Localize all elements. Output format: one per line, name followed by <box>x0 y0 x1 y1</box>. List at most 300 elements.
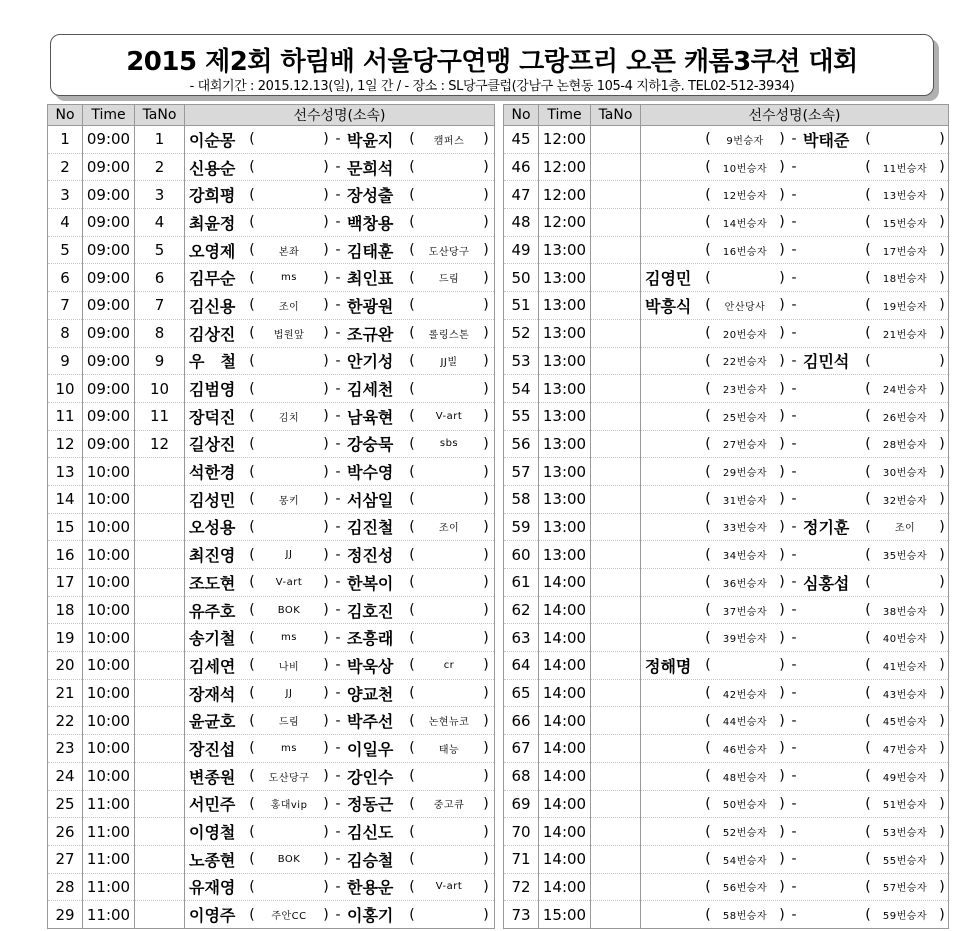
paren-open: ( <box>705 491 711 508</box>
paren-close: ) <box>323 159 329 176</box>
table-row <box>504 375 949 403</box>
versus-dash: - <box>791 629 797 646</box>
paren-close: ) <box>939 269 945 286</box>
cell-players <box>185 485 495 513</box>
paren-close: ) <box>483 906 489 923</box>
table-row <box>504 790 949 818</box>
player-1-name: 장재석 <box>189 684 236 704</box>
paren-close: ) <box>323 242 329 259</box>
cell-players <box>185 375 495 403</box>
versus-dash: - <box>335 629 341 646</box>
paren-open: ( <box>249 629 255 646</box>
player-2-name: 박윤지 <box>347 130 394 150</box>
paren-open: ( <box>865 712 871 729</box>
table-row <box>504 209 949 237</box>
cell-no: 12 <box>48 430 83 458</box>
cell-time: 09:00 <box>83 126 135 154</box>
table-row <box>504 236 949 264</box>
cell-time: 10:00 <box>83 541 135 569</box>
paren-open: ( <box>249 435 255 452</box>
cell-no: 4 <box>48 209 83 237</box>
versus-dash: - <box>335 380 341 397</box>
player-1-name: 김신용 <box>189 296 236 316</box>
table-row <box>48 762 495 790</box>
paren-close: ) <box>939 712 945 729</box>
player-1-name: 최진영 <box>189 546 236 566</box>
cell-no: 62 <box>504 596 539 624</box>
paren-open: ( <box>409 906 415 923</box>
cell-table-no: 9 <box>135 347 185 375</box>
paren-open: ( <box>249 242 255 259</box>
paren-close: ) <box>483 823 489 840</box>
cell-table-no <box>591 153 641 181</box>
cell-no: 61 <box>504 569 539 597</box>
cell-players <box>185 264 495 292</box>
cell-players <box>641 402 949 430</box>
player-1-club: 9번승자 <box>726 135 764 147</box>
cell-players <box>185 541 495 569</box>
versus-dash: - <box>791 435 797 452</box>
paren-open: ( <box>409 131 415 148</box>
cell-time: 13:00 <box>539 458 591 486</box>
paren-close: ) <box>779 408 785 425</box>
cell-table-no <box>135 485 185 513</box>
versus-dash: - <box>335 352 341 369</box>
cell-time: 13:00 <box>539 292 591 320</box>
player-2-name: 조규완 <box>347 324 394 344</box>
player-2-club: 17번승자 <box>882 246 928 258</box>
player-2-name: 한복이 <box>347 573 394 593</box>
player-1-club: 16번승자 <box>722 246 768 258</box>
player-1-name: 조도현 <box>189 573 236 593</box>
player-1-name: 장덕진 <box>189 407 236 427</box>
player-2-name: 박주선 <box>347 712 394 732</box>
cell-table-no <box>135 541 185 569</box>
paren-open: ( <box>409 159 415 176</box>
player-1-club: BOK <box>277 604 301 616</box>
cell-table-no <box>135 707 185 735</box>
player-1-name: 우 철 <box>189 352 236 372</box>
paren-close: ) <box>323 629 329 646</box>
paren-close: ) <box>323 131 329 148</box>
paren-close: ) <box>939 380 945 397</box>
cell-players <box>641 762 949 790</box>
cell-table-no: 6 <box>135 264 185 292</box>
player-2-name: 정기훈 <box>803 518 850 538</box>
cell-no: 69 <box>504 790 539 818</box>
table-row <box>504 873 949 901</box>
table-row <box>48 624 495 652</box>
paren-close: ) <box>779 269 785 286</box>
cell-table-no <box>591 264 641 292</box>
versus-dash: - <box>335 878 341 895</box>
cell-time: 14:00 <box>539 679 591 707</box>
column-header-tano: TaNo <box>135 105 185 126</box>
player-2-club: 13번승자 <box>882 191 928 203</box>
paren-open: ( <box>705 712 711 729</box>
player-1-club: 조이 <box>278 301 300 313</box>
cell-no: 2 <box>48 153 83 181</box>
paren-open: ( <box>705 768 711 785</box>
table-row <box>48 402 495 430</box>
player-2-name: 김민석 <box>803 352 850 372</box>
player-2-name: 백창용 <box>347 213 394 233</box>
player-2-name: 김진철 <box>347 518 394 538</box>
paren-open: ( <box>409 214 415 231</box>
versus-dash: - <box>791 574 797 591</box>
cell-table-no <box>135 458 185 486</box>
paren-close: ) <box>939 795 945 812</box>
paren-open: ( <box>249 851 255 868</box>
player-1-club: 도산당구 <box>268 772 310 784</box>
table-row <box>48 430 495 458</box>
paren-open: ( <box>409 795 415 812</box>
paren-open: ( <box>409 491 415 508</box>
cell-players <box>185 845 495 873</box>
player-2-name: 조흥래 <box>347 629 394 649</box>
versus-dash: - <box>791 795 797 812</box>
player-2-club: 21번승자 <box>882 329 928 341</box>
cell-table-no: 12 <box>135 430 185 458</box>
paren-open: ( <box>705 352 711 369</box>
column-header-time: Time <box>539 105 591 126</box>
paren-open: ( <box>409 325 415 342</box>
versus-dash: - <box>791 491 797 508</box>
cell-players <box>641 181 949 209</box>
paren-close: ) <box>939 768 945 785</box>
player-2-club: 조이 <box>438 523 460 535</box>
cell-no: 47 <box>504 181 539 209</box>
cell-table-no <box>591 652 641 680</box>
table-row <box>48 596 495 624</box>
cell-players <box>641 375 949 403</box>
player-1-club: ms <box>281 632 297 644</box>
paren-close: ) <box>483 851 489 868</box>
cell-time: 10:00 <box>83 652 135 680</box>
paren-close: ) <box>323 878 329 895</box>
paren-close: ) <box>939 546 945 563</box>
paren-close: ) <box>939 214 945 231</box>
paren-open: ( <box>705 546 711 563</box>
paren-open: ( <box>705 878 711 895</box>
versus-dash: - <box>335 408 341 425</box>
cell-table-no: 7 <box>135 292 185 320</box>
cell-players <box>641 430 949 458</box>
cell-players <box>641 818 949 846</box>
paren-open: ( <box>705 823 711 840</box>
paren-open: ( <box>409 269 415 286</box>
player-2-name: 김신도 <box>347 823 394 843</box>
player-1-club: 10번승자 <box>722 163 768 175</box>
cell-time: 14:00 <box>539 624 591 652</box>
paren-open: ( <box>409 408 415 425</box>
cell-time: 12:00 <box>539 126 591 154</box>
player-1-name: 석한경 <box>189 463 236 483</box>
cell-players <box>641 513 949 541</box>
paren-close: ) <box>483 685 489 702</box>
table-row <box>48 458 495 486</box>
player-1-name: 강희평 <box>189 186 236 206</box>
versus-dash: - <box>791 297 797 314</box>
paren-open: ( <box>705 131 711 148</box>
paren-open: ( <box>705 629 711 646</box>
paren-close: ) <box>779 186 785 203</box>
paren-close: ) <box>323 906 329 923</box>
paren-open: ( <box>409 851 415 868</box>
versus-dash: - <box>335 851 341 868</box>
cell-no: 58 <box>504 485 539 513</box>
table-row <box>504 845 949 873</box>
paren-open: ( <box>865 131 871 148</box>
player-2-club: 38번승자 <box>882 606 928 618</box>
table-row <box>504 596 949 624</box>
cell-no: 64 <box>504 652 539 680</box>
paren-close: ) <box>779 629 785 646</box>
paren-open: ( <box>249 269 255 286</box>
table-row <box>504 652 949 680</box>
paren-close: ) <box>323 352 329 369</box>
player-1-name: 윤균호 <box>189 712 236 732</box>
player-1-club: 20번승자 <box>722 329 768 341</box>
player-1-club: 나비 <box>278 661 300 673</box>
paren-open: ( <box>249 297 255 314</box>
player-2-club: 19번승자 <box>882 301 928 313</box>
paren-close: ) <box>939 574 945 591</box>
paren-open: ( <box>409 602 415 619</box>
player-1-club: 주안CC <box>271 911 307 923</box>
cell-time: 14:00 <box>539 762 591 790</box>
cell-players <box>185 652 495 680</box>
page-title: 2015 제2회 하림배 서울당구연맹 그랑프리 오픈 캐롬3쿠션 대회 <box>126 47 858 77</box>
paren-open: ( <box>249 795 255 812</box>
versus-dash: - <box>335 297 341 314</box>
cell-players <box>641 873 949 901</box>
paren-open: ( <box>705 380 711 397</box>
paren-open: ( <box>865 435 871 452</box>
paren-close: ) <box>779 851 785 868</box>
cell-players <box>641 707 949 735</box>
cell-table-no: 5 <box>135 236 185 264</box>
player-1-name: 길상진 <box>189 435 236 455</box>
paren-open: ( <box>409 878 415 895</box>
versus-dash: - <box>335 518 341 535</box>
paren-close: ) <box>939 851 945 868</box>
cell-time: 13:00 <box>539 541 591 569</box>
table-row <box>504 707 949 735</box>
versus-dash: - <box>335 325 341 342</box>
paren-open: ( <box>705 269 711 286</box>
player-1-name: 노종현 <box>189 850 236 870</box>
cell-players <box>641 845 949 873</box>
table-row <box>48 735 495 763</box>
paren-open: ( <box>865 878 871 895</box>
column-header-players: 선수성명(소속) <box>185 105 495 126</box>
paren-close: ) <box>323 491 329 508</box>
cell-players <box>641 153 949 181</box>
table-row <box>48 873 495 901</box>
cell-players <box>641 126 949 154</box>
cell-time: 09:00 <box>83 319 135 347</box>
paren-close: ) <box>483 629 489 646</box>
paren-close: ) <box>779 574 785 591</box>
cell-time: 10:00 <box>83 458 135 486</box>
player-1-club: 34번승자 <box>722 551 768 563</box>
cell-time: 11:00 <box>83 873 135 901</box>
cell-players <box>185 735 495 763</box>
paren-open: ( <box>409 740 415 757</box>
paren-open: ( <box>865 297 871 314</box>
paren-open: ( <box>705 463 711 480</box>
cell-no: 60 <box>504 541 539 569</box>
cell-table-no <box>135 901 185 929</box>
player-2-name: 한광원 <box>347 296 394 316</box>
paren-close: ) <box>323 712 329 729</box>
cell-time: 12:00 <box>539 153 591 181</box>
cell-no: 16 <box>48 541 83 569</box>
cell-table-no <box>591 126 641 154</box>
paren-open: ( <box>865 380 871 397</box>
player-2-name: 정동근 <box>347 795 394 815</box>
paren-open: ( <box>705 159 711 176</box>
player-2-club: sbs <box>439 438 459 450</box>
paren-open: ( <box>249 574 255 591</box>
cell-players <box>641 458 949 486</box>
cell-table-no <box>135 845 185 873</box>
paren-close: ) <box>483 574 489 591</box>
table-row <box>48 679 495 707</box>
paren-close: ) <box>483 491 489 508</box>
paren-open: ( <box>705 408 711 425</box>
cell-no: 67 <box>504 735 539 763</box>
versus-dash: - <box>335 685 341 702</box>
player-2-name: 김호진 <box>347 601 394 621</box>
paren-close: ) <box>939 740 945 757</box>
paren-open: ( <box>249 740 255 757</box>
cell-players <box>641 485 949 513</box>
table-row <box>504 735 949 763</box>
cell-table-no <box>591 818 641 846</box>
cell-table-no <box>591 430 641 458</box>
paren-open: ( <box>249 408 255 425</box>
cell-table-no: 11 <box>135 402 185 430</box>
paren-open: ( <box>865 242 871 259</box>
paren-open: ( <box>865 463 871 480</box>
cell-table-no <box>591 873 641 901</box>
player-2-name: 김태훈 <box>347 241 394 261</box>
player-2-club: 도산당구 <box>428 246 470 258</box>
cell-players <box>185 818 495 846</box>
player-1-name: 오영제 <box>189 241 236 261</box>
table-row <box>48 901 495 929</box>
cell-table-no <box>591 319 641 347</box>
player-2-club: 롤링스톤 <box>428 329 470 341</box>
player-1-club: 23번승자 <box>722 385 768 397</box>
player-2-club: 26번승자 <box>882 412 928 424</box>
cell-players <box>641 236 949 264</box>
player-2-club: 18번승자 <box>882 274 928 286</box>
table-row <box>48 181 495 209</box>
cell-table-no <box>591 707 641 735</box>
cell-table-no <box>591 569 641 597</box>
paren-close: ) <box>483 712 489 729</box>
cell-table-no: 1 <box>135 126 185 154</box>
cell-table-no: 10 <box>135 375 185 403</box>
paren-close: ) <box>939 186 945 203</box>
versus-dash: - <box>335 269 341 286</box>
paren-close: ) <box>483 518 489 535</box>
player-1-name: 신용순 <box>189 158 236 178</box>
paren-close: ) <box>323 435 329 452</box>
paren-open: ( <box>249 878 255 895</box>
cell-table-no <box>591 513 641 541</box>
paren-open: ( <box>249 546 255 563</box>
paren-open: ( <box>409 463 415 480</box>
paren-open: ( <box>409 242 415 259</box>
cell-players <box>185 292 495 320</box>
paren-open: ( <box>249 768 255 785</box>
table-header-row <box>48 105 495 126</box>
cell-no: 6 <box>48 264 83 292</box>
cell-time: 10:00 <box>83 762 135 790</box>
cell-time: 14:00 <box>539 652 591 680</box>
table-row <box>504 153 949 181</box>
cell-time: 15:00 <box>539 901 591 929</box>
player-2-name: 서삼일 <box>347 490 394 510</box>
paren-open: ( <box>705 325 711 342</box>
cell-time: 13:00 <box>539 430 591 458</box>
cell-time: 09:00 <box>83 430 135 458</box>
table-row <box>504 485 949 513</box>
paren-open: ( <box>705 518 711 535</box>
cell-no: 46 <box>504 153 539 181</box>
player-2-club: V-art <box>435 410 463 422</box>
cell-time: 09:00 <box>83 264 135 292</box>
cell-players <box>185 679 495 707</box>
cell-table-no <box>135 873 185 901</box>
paren-close: ) <box>483 878 489 895</box>
paren-open: ( <box>865 851 871 868</box>
paren-close: ) <box>779 242 785 259</box>
player-1-name: 김무순 <box>189 269 236 289</box>
player-2-name: 최인표 <box>347 269 394 289</box>
page-subtitle: - 대회기간 : 2015.12.13(일), 1일 간 / - 장소 : SL당구클럽(강남구 논현동 105-4 지하1층. TEL02-512-3934) <box>189 79 795 94</box>
cell-time: 09:00 <box>83 181 135 209</box>
player-2-club: 45번승자 <box>882 717 928 729</box>
table-row <box>504 126 949 154</box>
versus-dash: - <box>335 712 341 729</box>
column-header-players: 선수성명(소속) <box>641 105 949 126</box>
table-row <box>504 513 949 541</box>
player-2-name: 문희석 <box>347 158 394 178</box>
player-2-club: 조이 <box>894 523 916 535</box>
paren-open: ( <box>705 657 711 674</box>
paren-open: ( <box>409 546 415 563</box>
paren-open: ( <box>705 242 711 259</box>
table-row <box>504 679 949 707</box>
paren-open: ( <box>865 546 871 563</box>
player-2-club: V-art <box>435 881 463 893</box>
cell-no: 18 <box>48 596 83 624</box>
cell-table-no <box>591 845 641 873</box>
paren-close: ) <box>939 657 945 674</box>
player-2-club: 40번승자 <box>882 634 928 646</box>
cell-players <box>641 901 949 929</box>
paren-close: ) <box>779 878 785 895</box>
player-1-name: 김영민 <box>645 269 692 289</box>
player-1-club: 27번승자 <box>722 440 768 452</box>
paren-close: ) <box>779 740 785 757</box>
player-1-name: 오성용 <box>189 518 236 538</box>
